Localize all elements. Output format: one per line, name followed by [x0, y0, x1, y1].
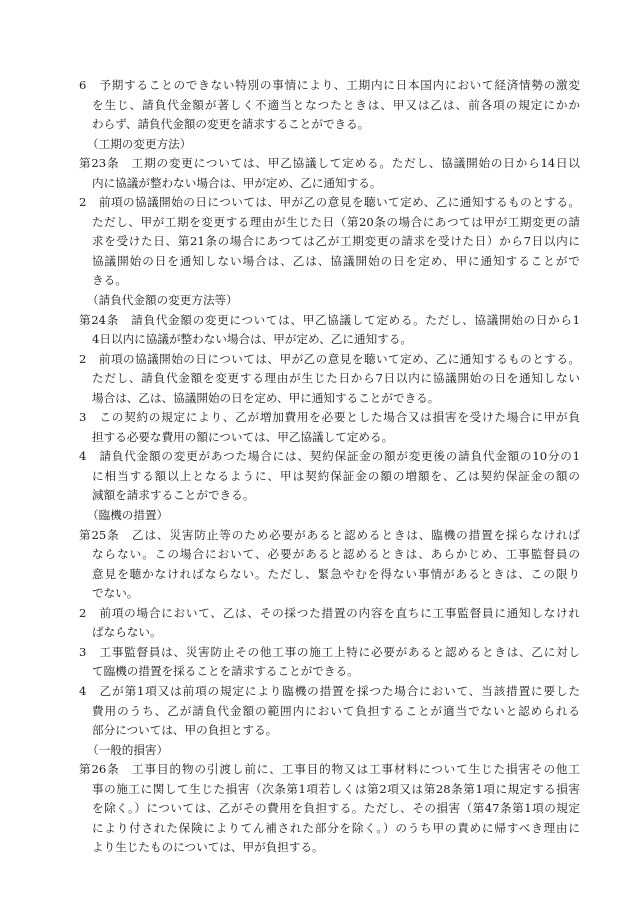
text-line: 第26条 工事目的物の引渡し前に、工事目的物又は工事材料について生じた損害その他工: [79, 762, 580, 777]
text-line: 意見を聴かなければならない。ただし、緊急やむを得ない事情があるときは、この限り: [92, 566, 580, 581]
text-line: 担する必要な費用の額については、甲乙協議して定める。: [92, 429, 394, 444]
section-heading: （請負代金額の変更方法等）: [87, 293, 238, 308]
text-line: 場合は、乙は、協議開始の日を定め、甲に通知することができる。: [92, 390, 440, 405]
text-line: より生じたものについては、甲が負担する。: [92, 840, 324, 855]
text-line: 費用のうち、乙が請負代金額の範囲内において負担することが適当でないと認められる: [92, 703, 580, 718]
text-line: わらず、請負代金額の変更を請求することができる。: [92, 117, 370, 132]
section-heading: （一般的損害）: [87, 742, 169, 757]
text-line: 3 工事監督員は、災害防止その他工事の施工上特に必要があると認めるときは、乙に対し: [79, 644, 580, 659]
text-line: を生じ、請負代金額が著しく不適当となつたときは、甲又は乙は、前各項の規定にかか: [92, 97, 580, 112]
text-line: きる。: [92, 273, 127, 288]
text-line: 第25条 乙は、災害防止等のため必要があると認めるときは、臨機の措置を採らなければ: [79, 527, 580, 542]
text-line: 協議開始の日を通知しない場合は、乙は、協議開始の日を定め、甲に通知することがで: [92, 253, 580, 268]
text-line: 4日以内に協議が整わない場合は、甲が定め、乙に通知する。: [92, 332, 412, 347]
text-line: を除く。）については、乙がその費用を負担する。ただし、その損害（第47条第1項の規定: [92, 801, 580, 816]
text-line: 部分については、甲の負担とする。: [92, 723, 278, 738]
text-line: 6 予期することのできない特別の事情により、工期内に日本国内において経済情勢の激変: [79, 78, 580, 92]
text-line: 3 この契約の規定により、乙が増加費用を必要とした場合又は損害を受けた場合に甲が負: [79, 410, 580, 425]
text-line: 2 前項の場合において、乙は、その採つた措置の内容を直ちに工事監督員に通知しなけれ: [79, 605, 580, 620]
text-line: て臨機の措置を採ることを請求することができる。: [92, 664, 359, 679]
text-line: 減額を請求することができる。: [92, 488, 255, 503]
text-line: に相当する額以上となるように、甲は契約保証金の額の増額を、乙は契約保証金の額の: [92, 468, 580, 483]
text-line: 第23条 工期の変更については、甲乙協議して定める。ただし、協議開始の日から14日以: [79, 156, 580, 171]
section-heading: （工期の変更方法）: [87, 136, 192, 151]
text-line: 2 前項の協議開始の日については、甲が乙の意見を聴いて定め、乙に通知するものとする。: [79, 351, 580, 366]
text-line: 4 請負代金額の変更があつた場合には、契約保証金の額が変更後の請負代金額の10分の1: [79, 449, 580, 464]
text-line: でない。: [92, 586, 139, 601]
text-line: により付された保険によりてん補された部分を除く。）のうち甲の責めに帰すべき理由に: [92, 820, 580, 835]
text-line: 事の施工に関して生じた損害（次条第1項若しくは第2項又は第28条第1項に規定する損害: [92, 781, 580, 796]
section-heading: （臨機の措置）: [87, 508, 169, 523]
text-line: ばならない。: [92, 625, 162, 640]
text-line: 求を受けた日、第21条の場合にあつては乙が工期変更の請求を受けた日）から7日以内に: [92, 234, 580, 249]
text-line: 4 乙が第1項又は前項の規定により臨機の措置を採つた場合において、当該措置に要した: [79, 683, 580, 698]
text-line: ただし、請負代金額を変更する理由が生じた日から7日以内に協議開始の日を通知しない: [92, 371, 580, 386]
text-line: 内に協議が整わない場合は、甲が定め、乙に通知する。: [92, 175, 382, 190]
text-line: ただし、甲が工期を変更する理由が生じた日（第20条の場合にあつては甲が工期変更の請: [92, 214, 580, 229]
text-line: 2 前項の協議開始の日については、甲が乙の意見を聴いて定め、乙に通知するものとする。: [79, 195, 580, 210]
text-line: 第24条 請負代金額の変更については、甲乙協議して定める。ただし、協議開始の日から1: [79, 312, 580, 327]
text-line: ならない。この場合において、必要があると認めるときは、あらかじめ、工事監督員の: [92, 547, 580, 562]
